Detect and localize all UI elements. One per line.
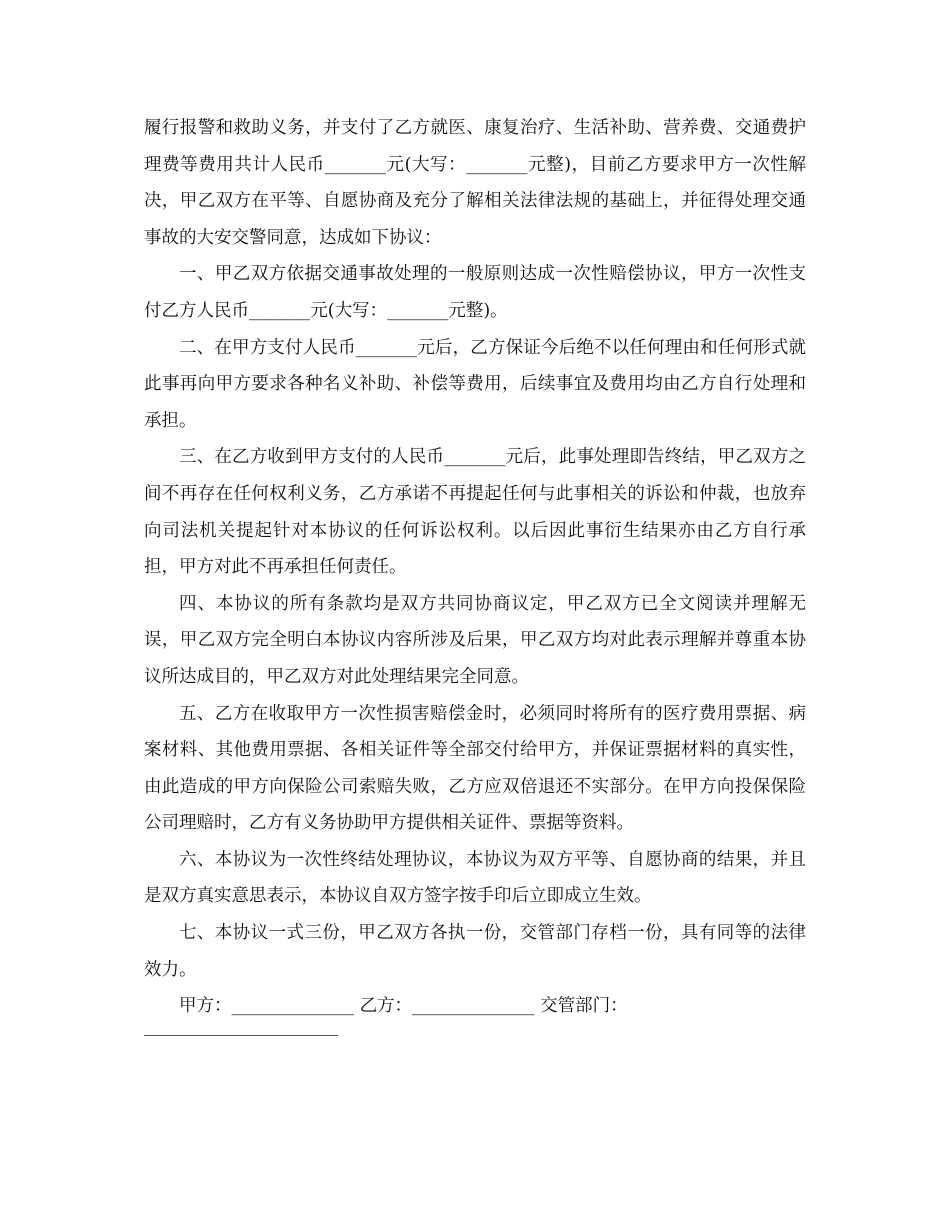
signature-line: 甲方：______________ 乙方：______________ 交管部门： [179,996,628,1017]
intro-paragraph: 履行报警和救助义务，并支付了乙方就医、康复治疗、生活补助、营养费、交通费护理费等费用共计人民币_______元(大写：_______元整)，目前乙方要求甲方一次性解决，甲乙双方在平等、自愿协商及充分了解相关法律法规的基础上，并征得处理交通事故的大安交警同意，达成如下协议： [144,118,806,248]
clause-1: 一、甲乙双方依据交通事故处理的一般原则达成一次性赔偿协议，甲方一次性支付乙方人民币_______元(大写：_______元整)。 [144,264,806,321]
clause-6: 六、本协议为一次性终结处理协议，本协议为双方平等、自愿协商的结果，并且是双方真实意思表示，本协议自双方签字按手印后立即成立生效。 [144,849,806,907]
clause-7: 七、本协议一式三份，甲乙双方各执一份，交管部门存档一份，具有同等的法律效力。 [144,923,806,980]
clause-2: 二、在甲方支付人民币_______元后，乙方保证今后绝不以任何理由和任何形式就此事再向甲方要求各种名义补助、补偿等费用，后续事宜及费用均由乙方自行处理和承担。 [144,337,806,431]
clause-4: 四、本协议的所有条款均是双方共同协商议定，甲乙双方已全文阅读并理解无误，甲乙双方完全明白本协议内容所涉及后果，甲乙双方均对此表示理解并尊重本协议所达成目的，甲乙双方对此处理结果完全同意。 [144,593,806,687]
signature-rule [144,1035,338,1036]
clause-5: 五、乙方在收取甲方一次性损害赔偿金时，必须同时将所有的医疗费用票据、病案材料、其他费用票据、各相关证件等全部交付给甲方，并保证票据材料的真实性，由此造成的甲方向保险公司索赔失败，乙方应双倍退还不实部分。在甲方向投保保险公司理赔时，乙方有义务协助甲方提供相关证件、票据等资料。 [144,703,806,834]
agreement-body [144,110,806,1036]
clause-3: 三、在乙方收到甲方支付的人民币_______元后，此事处理即告终结，甲乙双方之间不再存在任何权利义务，乙方承诺不再提起任何与此事相关的诉讼和仲裁，也放弃向司法机关提起针对本协议的任何诉讼权利。以后因此事衍生结果亦由乙方自行承担，甲方对此不再承担任何责任。 [144,447,806,578]
